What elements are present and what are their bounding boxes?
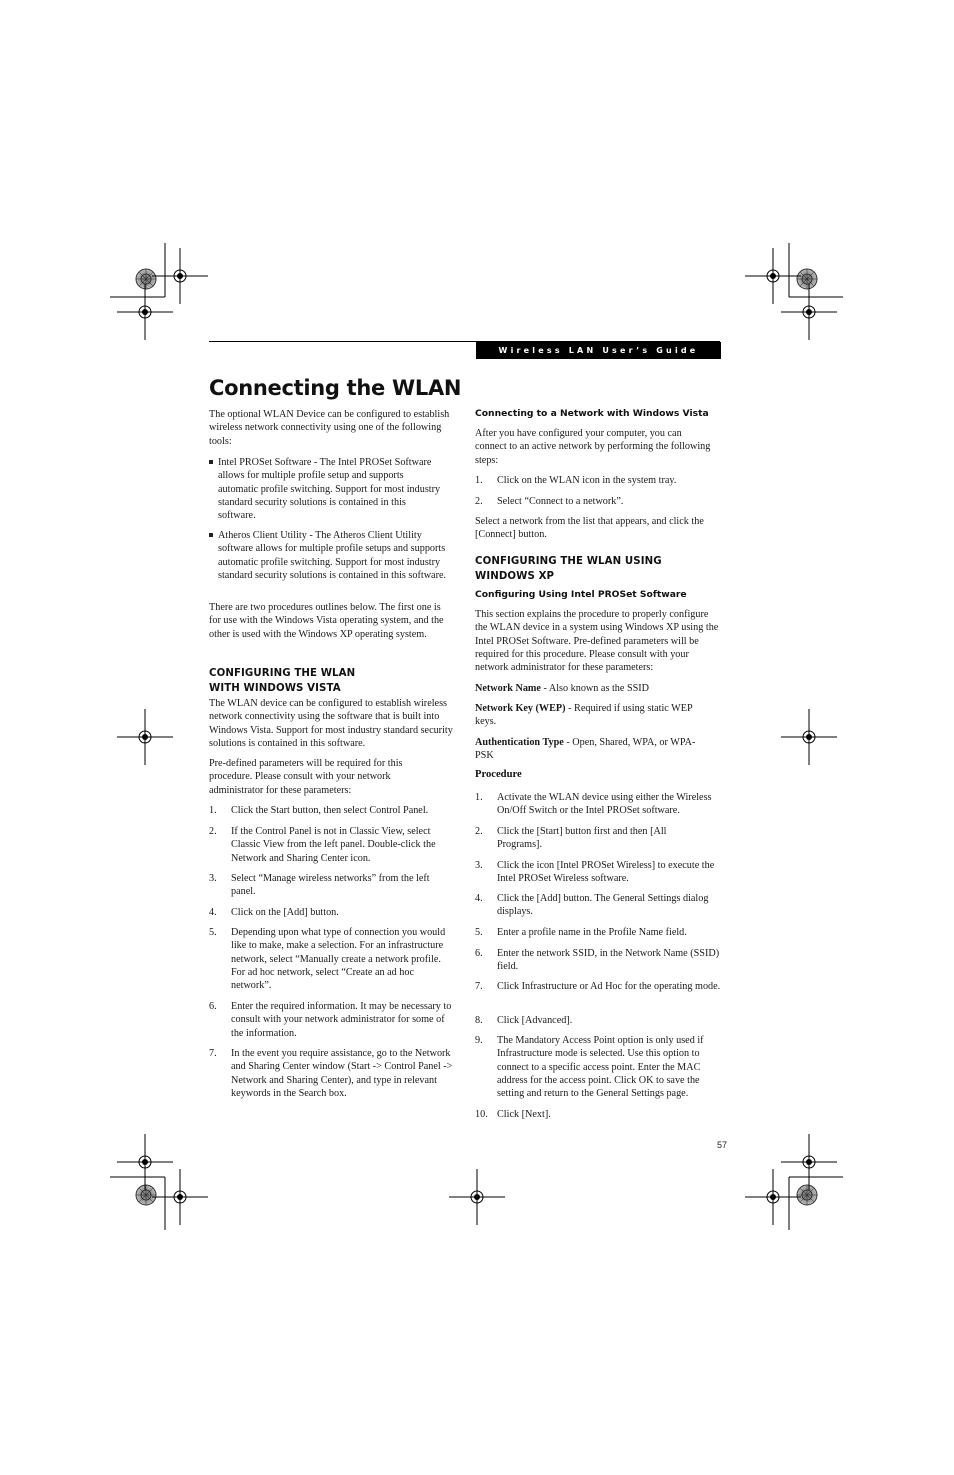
list-item bbox=[475, 1108, 721, 1121]
step-text: If the Control Panel is not in Classic View, select Classic View from the left panel. Double-click the Network and Sharing Center icon. bbox=[231, 826, 436, 864]
list-item bbox=[209, 906, 455, 919]
list-item bbox=[475, 926, 721, 939]
step-number: 7. bbox=[475, 981, 483, 992]
step-text: Enter the network SSID, in the Network Name (SSID) field. bbox=[497, 948, 720, 973]
list-item bbox=[209, 825, 455, 865]
step-text: Click on the [Add] button. bbox=[231, 907, 339, 918]
list-item bbox=[475, 791, 721, 818]
step-number: 1. bbox=[209, 805, 217, 816]
param-desc: - Also known as the SSID bbox=[540, 683, 650, 694]
step-text: Click the [Start] button first and then [All Programs]. bbox=[497, 826, 667, 851]
heading-line: WINDOWS XP bbox=[475, 570, 555, 582]
heading-line: CONFIGURING THE WLAN USING bbox=[475, 556, 662, 567]
list-item bbox=[475, 1014, 721, 1027]
param-term: Network Key (WEP) bbox=[475, 703, 566, 714]
step-text: In the event you require assistance, go to the Network and Sharing Center window (Start -> Control Panel -> Network and Sharing Center), and type in relevant keywords in the Search box. bbox=[231, 1048, 453, 1099]
step-text: Activate the WLAN device using either the Wireless On/Off Switch or the Intel PROSet software. bbox=[497, 792, 712, 817]
list-item bbox=[209, 1047, 455, 1100]
bullet-icon bbox=[209, 460, 213, 464]
step-number: 8. bbox=[475, 1015, 483, 1026]
step-number: 9. bbox=[475, 1035, 483, 1046]
step-number: 4. bbox=[475, 893, 483, 904]
param-auth-type bbox=[475, 736, 711, 763]
section-heading-vista bbox=[209, 667, 455, 696]
step-number: 1. bbox=[475, 792, 483, 803]
bullet-text: Atheros Client Utility - The Atheros Client Utility software allows for multiple profile setups and supports automatic profile switching. Support for most industry standard security solutions is contained in this software. bbox=[218, 530, 447, 581]
step-text: Select “Connect to a network”. bbox=[497, 496, 624, 507]
step-text: Select “Manage wireless networks” from the left panel. bbox=[231, 873, 430, 898]
step-number: 3. bbox=[475, 860, 483, 871]
list-item bbox=[475, 980, 721, 993]
bullet-icon bbox=[209, 533, 213, 537]
step-number: 1. bbox=[475, 475, 483, 486]
step-text: Depending upon what type of connection you would like to make, make a selection. For an infrastructure network, select “Manually create a network profile. For ad hoc network, select “Create an ad hoc network”. bbox=[231, 927, 446, 992]
step-text: Click [Next]. bbox=[497, 1109, 551, 1120]
procedures-note: There are two procedures outlines below. The first one is for use with the Windows Vista operating system, and the other is used with the Windows XP operating system. bbox=[209, 602, 444, 640]
list-item bbox=[209, 1000, 455, 1040]
list-item bbox=[475, 859, 721, 886]
step-number: 5. bbox=[475, 927, 483, 938]
step-number: 6. bbox=[475, 948, 483, 959]
step-number: 7. bbox=[209, 1048, 217, 1059]
vista-intro: The WLAN device can be configured to establish wireless network connectivity using the software that is built into Windows Vista. Support for most industry standard security solutions is contained in this software. bbox=[209, 698, 453, 749]
subheading-connect: Connecting to a Network with Windows Vista bbox=[475, 408, 709, 419]
step-number: 10. bbox=[475, 1109, 488, 1120]
step-text: Click the Start button, then select Control Panel. bbox=[231, 805, 429, 816]
page-number: 57 bbox=[717, 1140, 728, 1150]
step-number: 2. bbox=[209, 826, 217, 837]
step-number: 4. bbox=[209, 907, 217, 918]
step-text: Click the icon [Intel PROSet Wireless] to execute the Intel PROSet Wireless software. bbox=[497, 860, 715, 885]
vista-params: Pre-defined parameters will be required for this procedure. Please consult with your network administrator for these parameters: bbox=[209, 758, 403, 796]
list-item bbox=[475, 495, 721, 508]
running-header: Wireless LAN User’s Guide bbox=[476, 342, 721, 359]
bullet-text: Intel PROSet Software - The Intel PROSet Software allows for multiple profile setup and supports automatic profile switching. Support for most industry standard security solutions is contained in this software. bbox=[218, 457, 441, 522]
list-item bbox=[209, 804, 455, 817]
page-title: Connecting the WLAN bbox=[209, 376, 462, 400]
param-network-name bbox=[475, 682, 721, 695]
step-text: Click on the WLAN icon in the system tray. bbox=[497, 475, 677, 486]
subheading-proset: Configuring Using Intel PROSet Software bbox=[475, 589, 687, 600]
heading-line: CONFIGURING THE WLAN bbox=[209, 668, 356, 679]
step-text: The Mandatory Access Point option is only used if Infrastructure mode is selected. Use this option to connect to a specific access point. Enter the MAC address for the access point. Click OK to save the setting and return to the General Settings page. bbox=[497, 1035, 704, 1100]
step-text: Enter a profile name in the Profile Name field. bbox=[497, 927, 687, 938]
list-item bbox=[209, 529, 455, 582]
step-number: 6. bbox=[209, 1001, 217, 1012]
list-item bbox=[475, 474, 721, 487]
connect-outro: Select a network from the list that appears, and click the [Connect] button. bbox=[475, 516, 704, 541]
param-desc: - Required if using static WEP keys. bbox=[475, 703, 693, 728]
param-desc: - Open, Shared, WPA, or WPA-PSK bbox=[475, 737, 696, 762]
list-item bbox=[209, 456, 441, 522]
step-number: 5. bbox=[209, 927, 217, 938]
step-number: 2. bbox=[475, 496, 483, 507]
list-item bbox=[475, 825, 711, 852]
list-item bbox=[475, 1034, 721, 1100]
procedure-heading: Procedure bbox=[475, 769, 522, 780]
intro-paragraph: The optional WLAN Device can be configured to establish wireless network connectivity using one of the following tools: bbox=[209, 409, 450, 447]
list-item bbox=[475, 947, 721, 974]
section-heading-xp bbox=[475, 555, 721, 584]
step-text: Click [Advanced]. bbox=[497, 1015, 573, 1026]
param-term: Network Name bbox=[475, 683, 541, 694]
param-term: Authentication Type bbox=[475, 737, 564, 748]
heading-line: WITH WINDOWS VISTA bbox=[209, 682, 341, 694]
list-item bbox=[209, 872, 449, 899]
step-text: Click Infrastructure or Ad Hoc for the operating mode. bbox=[497, 981, 721, 992]
step-text: Enter the required information. It may be necessary to consult with your network administrator for some of the information. bbox=[231, 1001, 452, 1039]
connect-intro: After you have configured your computer, you can connect to an active network by performing the following steps: bbox=[475, 428, 711, 466]
list-item bbox=[475, 892, 721, 919]
step-number: 2. bbox=[475, 826, 483, 837]
list-item bbox=[209, 926, 455, 992]
step-number: 3. bbox=[209, 873, 217, 884]
param-network-key bbox=[475, 702, 711, 729]
step-text: Click the [Add] button. The General Settings dialog displays. bbox=[497, 893, 709, 918]
proset-intro: This section explains the procedure to properly configure the WLAN device in a system using Windows XP using the Intel PROSet Software. Pre-defined parameters will be required for this procedure. Please consult with your network administrator for these parameters: bbox=[475, 609, 719, 674]
